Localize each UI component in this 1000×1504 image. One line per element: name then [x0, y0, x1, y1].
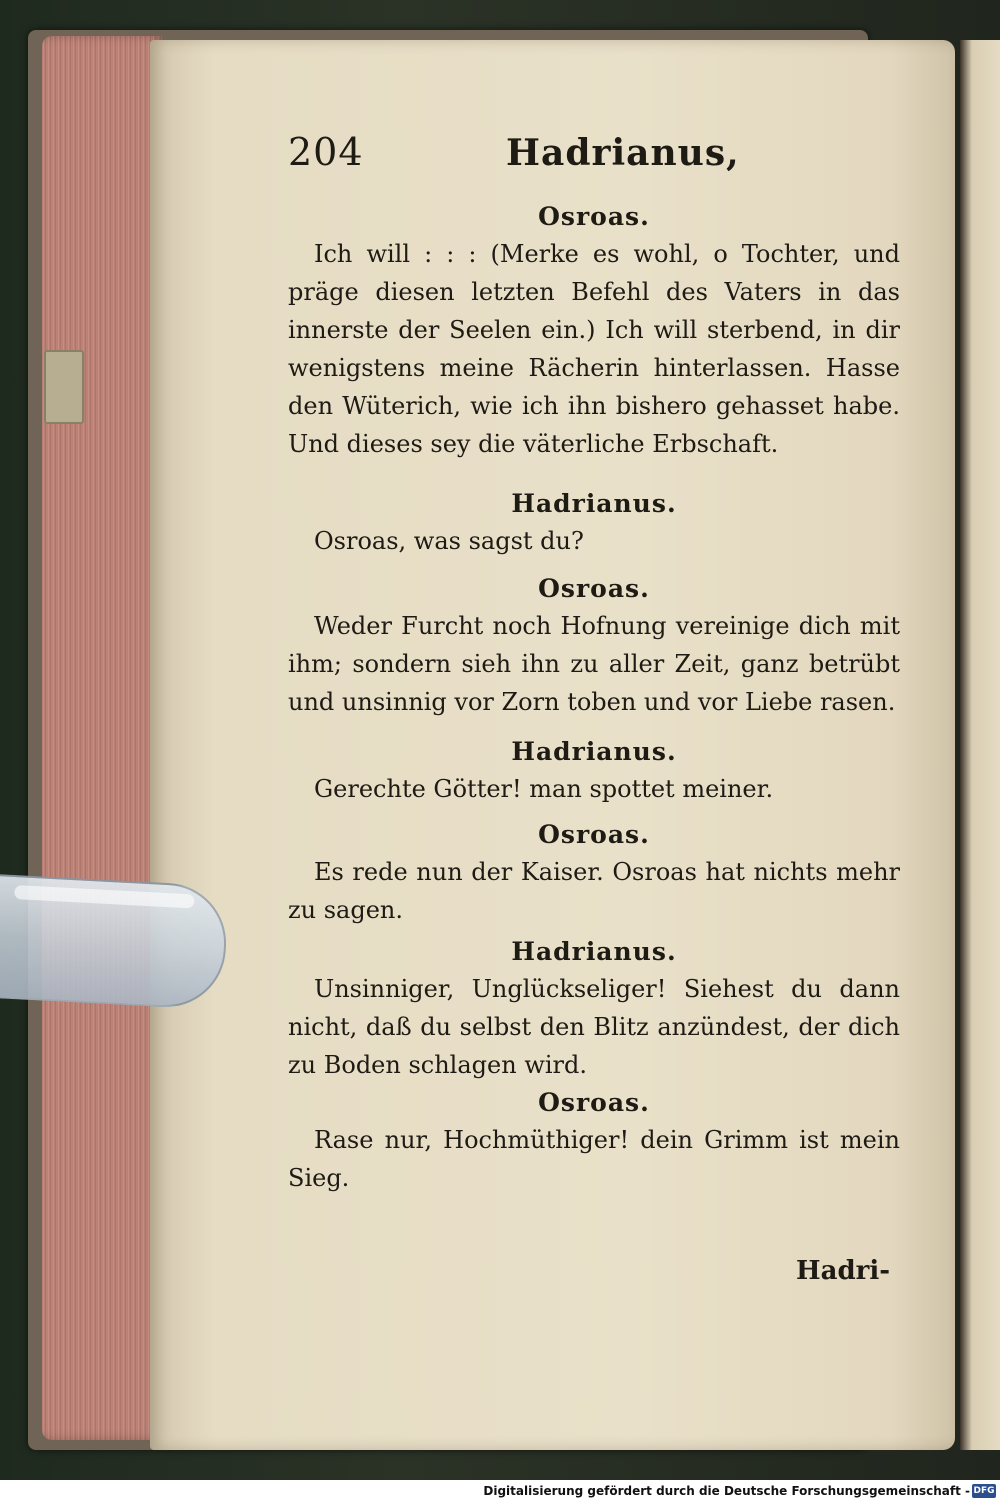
running-title: Hadrianus,	[506, 132, 740, 174]
speaker-name: Osroas.	[538, 202, 650, 231]
page-text	[288, 130, 900, 1197]
speaker-name: Hadrianus.	[511, 489, 677, 518]
speech-text: Osroas, was sagst du?	[314, 527, 584, 555]
dialogue-block	[288, 820, 900, 929]
page-header	[288, 130, 900, 192]
speaker-name: Hadrianus.	[511, 737, 677, 766]
speech-text: Es rede nun der Kaiser. Osroas hat nichts mehr zu sagen.	[288, 858, 900, 924]
speech-text: Weder Furcht noch Hofnung vereinige dich mit ihm; sondern sieh ihn zu aller Zeit, ganz betrübt und unsinnig vor Zorn toben und vor Liebe rasen.	[288, 612, 900, 716]
dialogue-block	[288, 737, 900, 808]
facing-page-edge	[960, 40, 1000, 1450]
dialogue-block	[288, 1088, 900, 1197]
speaker-name: Hadrianus.	[511, 937, 677, 966]
clip-highlight	[14, 885, 194, 908]
tab-marker	[44, 350, 84, 424]
page-edges	[42, 36, 162, 1440]
catchword: Hadri-	[796, 1256, 890, 1286]
page-number: 204	[288, 130, 364, 174]
speaker-name: Osroas.	[538, 820, 650, 849]
digitization-credit: Digitalisierung gefördert durch die Deutsche Forschungsgemeinschaft -	[483, 1484, 970, 1498]
book-clip	[0, 874, 229, 1010]
speech-text: Ich will : : : (Merke es wohl, o Tochter, und präge diesen letzten Befehl des Vaters in das innerste der Seelen ein.) Ich will sterbend, in dir wenigstens meine Rächerin hinterlassen. Hasse den Wüterich, wie ich ihn bishero gehasset habe. Und dieses sey die väterliche Erbschaft.	[288, 240, 900, 458]
speech-text: Unsinniger, Unglückseliger! Siehest du dann nicht, daß du selbst den Blitz anzündest, der dich zu Boden schlagen wird.	[288, 975, 900, 1079]
speaker-name: Osroas.	[538, 574, 650, 603]
dialogue-block	[288, 574, 900, 721]
dialogue-block	[288, 489, 900, 560]
speech-text: Gerechte Götter! man spottet meiner.	[314, 775, 774, 803]
dialogue-block	[288, 937, 900, 1084]
speech-text: Rase nur, Hochmüthiger! dein Grimm ist mein Sieg.	[288, 1126, 900, 1192]
dialogue-block	[288, 202, 900, 463]
dfg-logo: DFG	[973, 1486, 995, 1496]
speaker-name: Osroas.	[538, 1088, 650, 1117]
